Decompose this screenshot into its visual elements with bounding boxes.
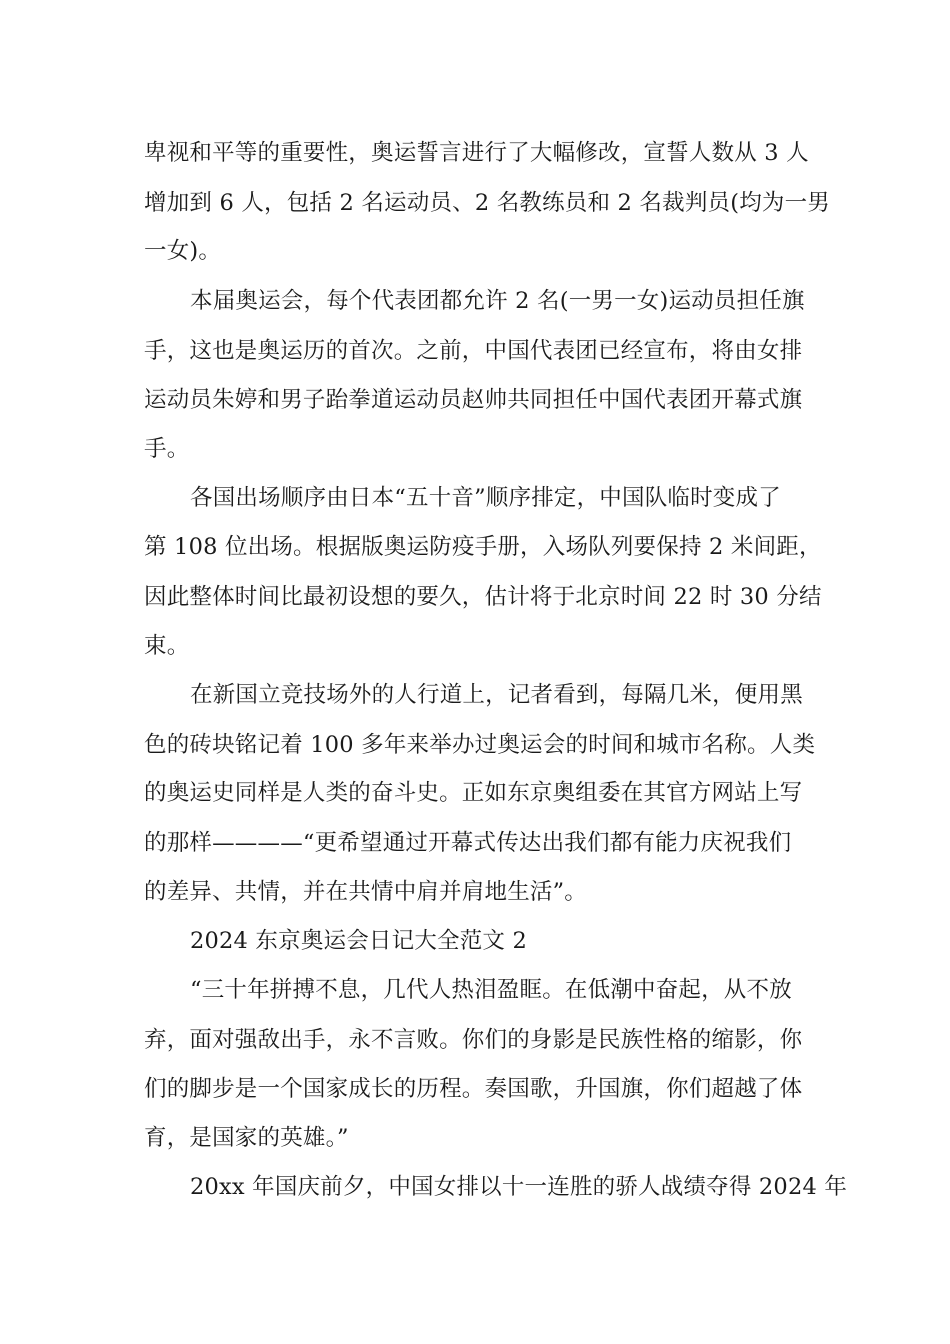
text-line: 手，这也是奥运历的首次。之前，中国代表团已经宣布，将由女排 <box>144 338 803 364</box>
text-line: 弃，面对强敌出手，永不言败。你们的身影是民族性格的缩影，你 <box>144 1027 803 1053</box>
section-heading: 2024 东京奥运会日记大全范文 2 <box>190 928 527 954</box>
text-line: 第 108 位出场。根据版奥运防疫手册，入场队列要保持 2 米间距， <box>144 534 822 560</box>
text-line: 增加到 6 人，包括 2 名运动员、2 名教练员和 2 名裁判员(均为一男 <box>144 190 831 216</box>
text-line: 的奥运史同样是人类的奋斗史。正如东京奥组委在其官方网站上写 <box>144 780 803 806</box>
paragraph-first-line: 20xx 年国庆前夕，中国女排以十一连胜的骄人战绩夺得 2024 年 <box>190 1174 848 1200</box>
text-line: 色的砖块铭记着 100 多年来举办过奥运会的时间和城市名称。人类 <box>144 732 816 758</box>
paragraph-first-line: 本届奥运会，每个代表团都允许 2 名(一男一女)运动员担任旗 <box>190 288 805 314</box>
text-line: 运动员朱婷和男子跆拳道运动员赵帅共同担任中国代表团开幕式旗 <box>144 387 803 413</box>
text-line: 卑视和平等的重要性，奥运誓言进行了大幅修改，宣誓人数从 3 人 <box>144 140 809 166</box>
paragraph-first-line: “三十年拼搏不息，几代人热泪盈眶。在低潮中奋起，从不放 <box>190 977 792 1003</box>
text-line: 的差异、共情，并在共情中肩并肩地生活”。 <box>144 879 588 905</box>
paragraph-first-line: 各国出场顺序由日本“五十音”顺序排定，中国队临时变成了 <box>190 485 781 511</box>
text-line: 因此整体时间比最初设想的要久，估计将于北京时间 22 时 30 分结 <box>144 584 822 610</box>
text-line: 的那样————“更希望通过开幕式传达出我们都有能力庆祝我们 <box>144 830 792 856</box>
paragraph-first-line: 在新国立竞技场外的人行道上，记者看到，每隔几米，便用黑 <box>190 682 803 708</box>
text-line: 一女)。 <box>144 238 222 264</box>
text-line: 们的脚步是一个国家成长的历程。奏国歌，升国旗，你们超越了体 <box>144 1076 803 1102</box>
text-line: 手。 <box>144 436 190 462</box>
text-line: 束。 <box>144 633 190 659</box>
text-line: 育，是国家的英雄。” <box>144 1125 349 1151</box>
